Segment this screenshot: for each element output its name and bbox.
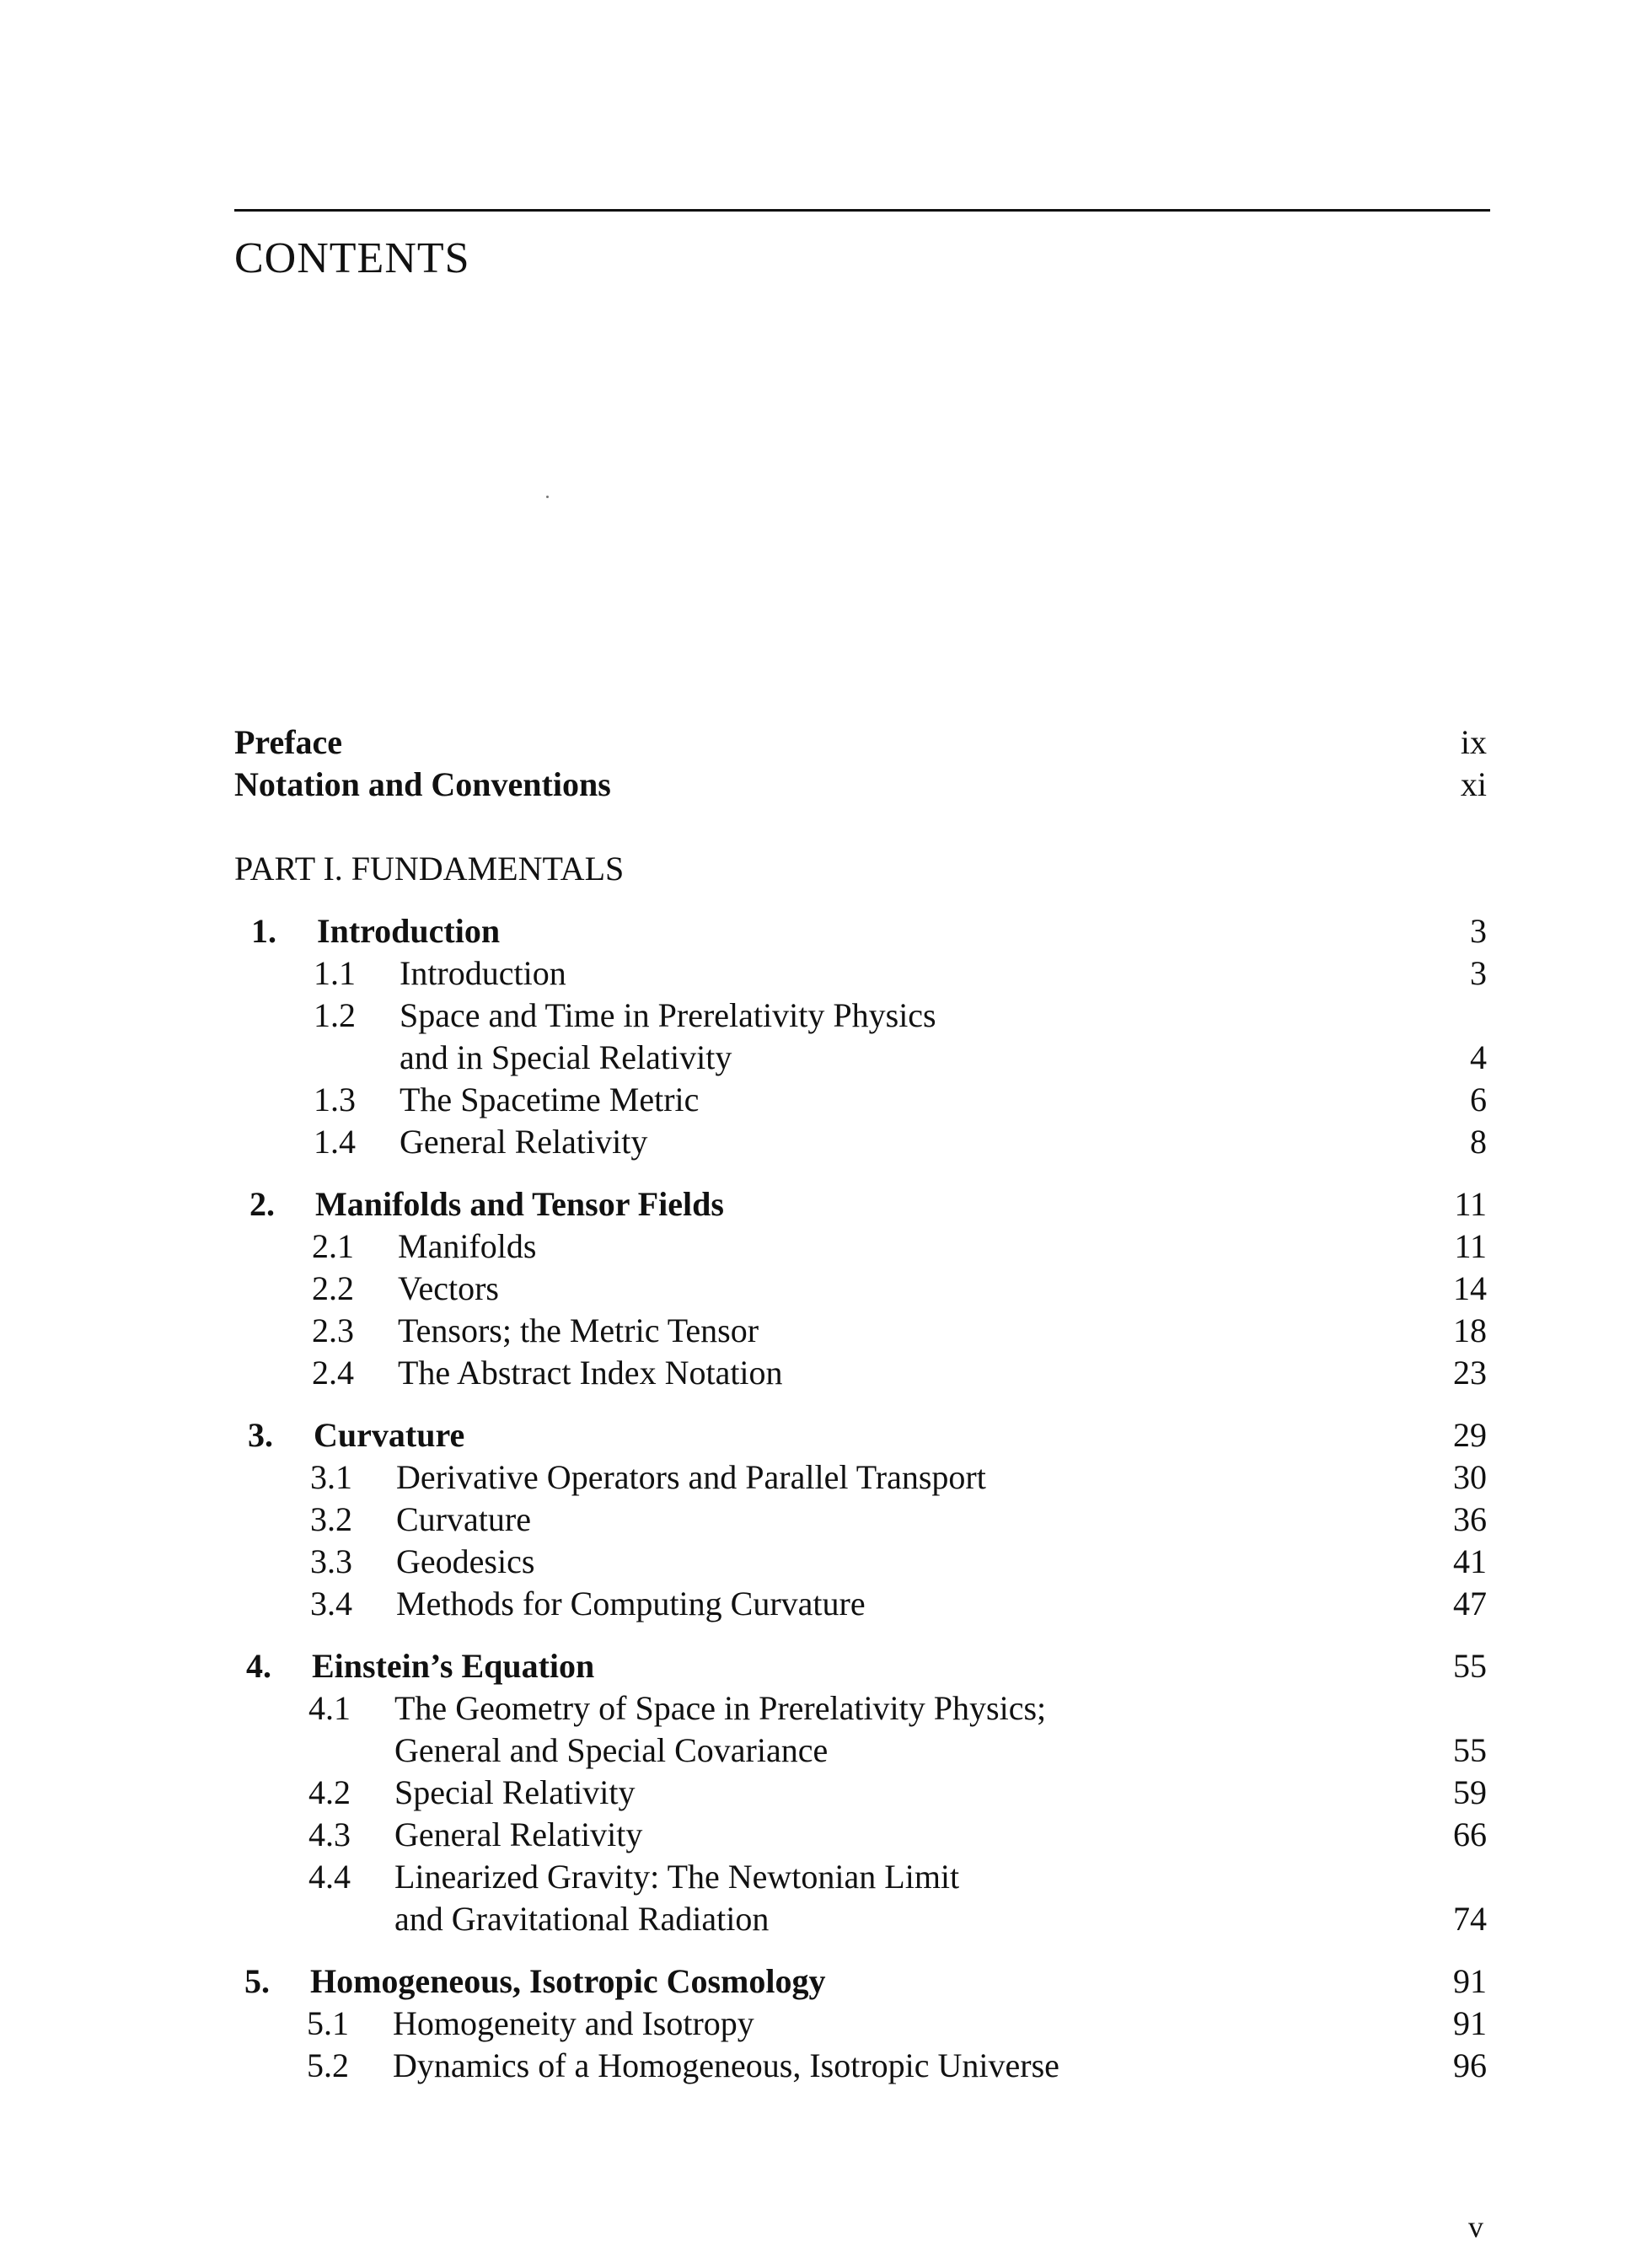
section-title: Geodesics (396, 1542, 535, 1580)
section-title: Manifolds (398, 1227, 537, 1265)
entry-title: Preface (234, 723, 343, 761)
section-entry (0, 1079, 1652, 1121)
page-number: 6 (1470, 1081, 1487, 1118)
section-entry (0, 1456, 1652, 1499)
section-entry (0, 1772, 1652, 1814)
section-title: Homogeneity and Isotropy (393, 2004, 754, 2042)
chapter-title: Introduction (317, 912, 501, 950)
section-entry (0, 1814, 1652, 1856)
section-number: 2.2 (312, 1269, 354, 1307)
section-number: 4.3 (308, 1816, 351, 1853)
page-number: 8 (1470, 1123, 1487, 1161)
section-entry (0, 1541, 1652, 1583)
part-heading (0, 848, 1652, 890)
section-entry (0, 1856, 1652, 1898)
section-number: 5.1 (307, 2004, 349, 2042)
page-number: 66 (1453, 1816, 1487, 1853)
section-title: General Relativity (394, 1816, 643, 1853)
section-number: 4.4 (308, 1858, 351, 1896)
section-entry (0, 995, 1652, 1037)
section-entry (0, 1583, 1652, 1625)
chapter-entry (0, 1960, 1652, 2003)
section-title: and Gravitational Radiation (394, 1900, 770, 1938)
chapter-number: 3. (248, 1416, 273, 1454)
section-title: Curvature (396, 1500, 531, 1538)
section-title: Linearized Gravity: The Newtonian Limit (394, 1858, 960, 1896)
section-entry (0, 1730, 1652, 1772)
section-entry (0, 1226, 1652, 1268)
chapter-title: Homogeneous, Isotropic Cosmology (310, 1962, 826, 2000)
page-number: 14 (1453, 1269, 1487, 1307)
chapter-title: Einstein’s Equation (312, 1647, 595, 1685)
section-title: Space and Time in Prerelativity Physics (400, 996, 936, 1034)
section-title: Tensors; the Metric Tensor (398, 1311, 759, 1349)
chapter-entry (0, 910, 1652, 952)
page-number: 3 (1470, 954, 1487, 992)
section-entry (0, 1310, 1652, 1352)
page-number: 47 (1453, 1585, 1487, 1622)
section-number: 3.3 (310, 1542, 352, 1580)
section-number: 1.2 (314, 996, 356, 1034)
section-entry (0, 1499, 1652, 1541)
page-number: 55 (1453, 1731, 1487, 1769)
section-number: 2.1 (312, 1227, 354, 1265)
section-number: 3.4 (310, 1585, 352, 1622)
section-number: 2.4 (312, 1354, 354, 1392)
page-number: ix (1460, 723, 1487, 761)
page-number: 91 (1453, 1962, 1487, 2000)
page-number: 23 (1453, 1354, 1487, 1392)
section-title: The Spacetime Metric (400, 1081, 700, 1118)
chapter-entry (0, 1183, 1652, 1226)
section-number: 1.1 (314, 954, 356, 992)
page-number: xi (1460, 765, 1487, 803)
page-number: 36 (1453, 1500, 1487, 1538)
section-number: 1.3 (314, 1081, 356, 1118)
page-number: 18 (1453, 1311, 1487, 1349)
page-number: 41 (1453, 1542, 1487, 1580)
page-title: CONTENTS (234, 234, 470, 282)
chapter-number: 2. (249, 1185, 275, 1223)
toc-entry (0, 721, 1652, 764)
section-number: 2.3 (312, 1311, 354, 1349)
page-number: 59 (1453, 1773, 1487, 1811)
section-number: 3.1 (310, 1458, 352, 1496)
page-number: 3 (1470, 912, 1487, 950)
chapter-title: Curvature (314, 1416, 465, 1454)
page-number: 55 (1453, 1647, 1487, 1685)
page-number: 11 (1454, 1185, 1487, 1223)
section-entry (0, 952, 1652, 995)
section-entry (0, 1898, 1652, 1940)
section-title: Dynamics of a Homogeneous, Isotropic Universe (393, 2046, 1059, 2084)
toc-entry (0, 764, 1652, 806)
chapter-number: 4. (246, 1647, 271, 1685)
section-entry (0, 1037, 1652, 1079)
section-number: 3.2 (310, 1500, 352, 1538)
entry-title: Notation and Conventions (234, 765, 611, 803)
section-entry (0, 2003, 1652, 2045)
part-title: PART I. FUNDAMENTALS (234, 850, 625, 888)
section-number: 4.2 (308, 1773, 351, 1811)
chapter-entry (0, 1414, 1652, 1456)
section-title: General Relativity (400, 1123, 648, 1161)
section-title: Special Relativity (394, 1773, 636, 1811)
section-entry (0, 1121, 1652, 1163)
print-speck (546, 496, 549, 498)
section-title: Vectors (398, 1269, 499, 1307)
page-number: 91 (1453, 2004, 1487, 2042)
page-number: 29 (1453, 1416, 1487, 1454)
chapter-number: 5. (244, 1962, 270, 2000)
section-title: Methods for Computing Curvature (396, 1585, 866, 1622)
section-title: General and Special Covariance (394, 1731, 829, 1769)
page-number: 96 (1453, 2046, 1487, 2084)
section-number: 5.2 (307, 2046, 349, 2084)
section-entry (0, 2045, 1652, 2087)
top-rule (234, 209, 1490, 212)
section-entry (0, 1352, 1652, 1394)
page-number: 4 (1470, 1038, 1487, 1076)
section-title: and in Special Relativity (400, 1038, 732, 1076)
page-number: 11 (1454, 1227, 1487, 1265)
section-title: Derivative Operators and Parallel Transport (396, 1458, 986, 1496)
section-title: The Geometry of Space in Prerelativity Physics; (394, 1689, 1047, 1727)
chapter-title: Manifolds and Tensor Fields (315, 1185, 724, 1223)
section-number: 1.4 (314, 1123, 356, 1161)
page-folio: v (1468, 2210, 1483, 2244)
chapter-entry (0, 1645, 1652, 1687)
section-title: The Abstract Index Notation (398, 1354, 783, 1392)
section-entry (0, 1268, 1652, 1310)
chapter-number: 1. (251, 912, 276, 950)
section-number: 4.1 (308, 1689, 351, 1727)
section-title: Introduction (400, 954, 566, 992)
section-entry (0, 1687, 1652, 1730)
page-number: 30 (1453, 1458, 1487, 1496)
page-number: 74 (1453, 1900, 1487, 1938)
